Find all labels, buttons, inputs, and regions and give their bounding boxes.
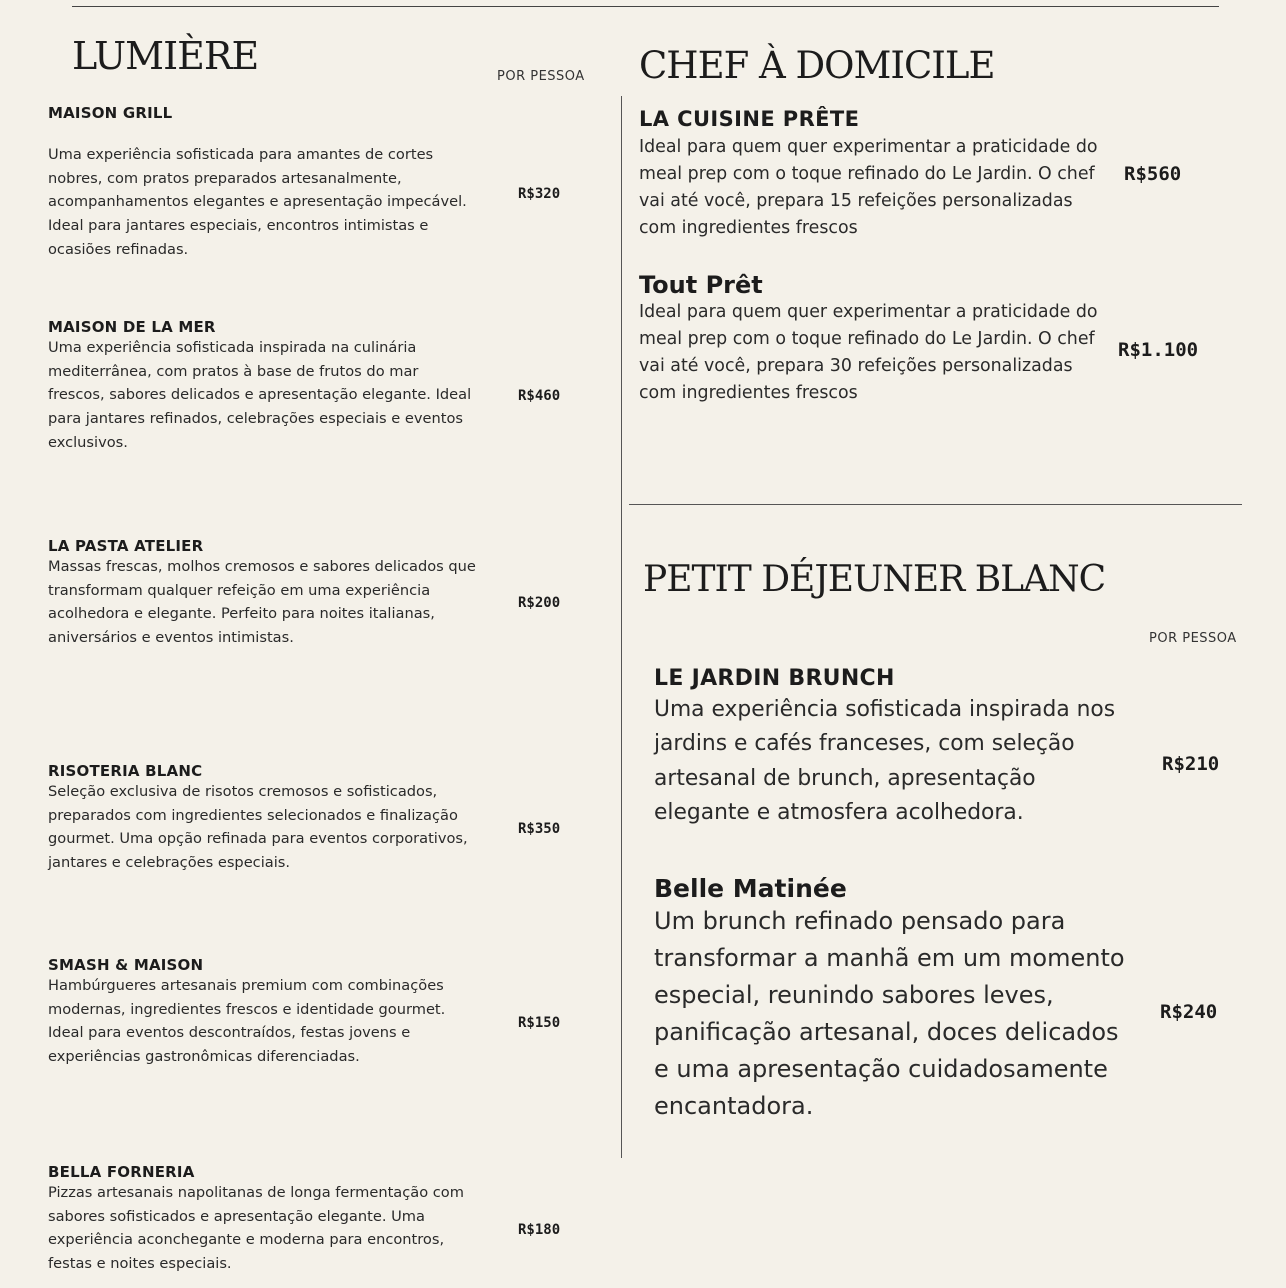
item-name: LE JARDIN BRUNCH bbox=[654, 666, 895, 691]
item-description: Uma experiência sofisticada inspirada na culinária mediterrânea, com pratos à base de frutos do mar frescos, sabores delicados e apresentação elegante. Ideal para jantares refinados, celebrações especiais e eventos exclusivos. bbox=[48, 339, 472, 451]
item-description: Ideal para quem quer experimentar a praticidade do meal prep com o toque refinado do Le Jardin. O chef vai até você, prepara 30 refeições personalizadas com ingredientes frescos bbox=[639, 302, 1098, 403]
menu-item-maison-grill bbox=[48, 104, 478, 262]
column-divider bbox=[621, 96, 622, 1158]
item-description: Uma experiência sofisticada inspirada nos jardins e cafés franceses, com seleção artesanal de brunch, apresentação elegante e atmosfera acolhedora. bbox=[654, 697, 1116, 825]
item-price: R$560 bbox=[1124, 163, 1182, 185]
item-name: MAISON GRILL bbox=[48, 104, 173, 122]
item-name: LA CUISINE PRÊTE bbox=[639, 107, 860, 131]
item-price: R$1.100 bbox=[1118, 339, 1199, 361]
chef-title: CHEF À DOMICILE bbox=[639, 44, 995, 87]
menu-item-maison-de-la-mer bbox=[48, 318, 478, 455]
item-price: R$210 bbox=[1162, 753, 1220, 775]
menu-item-belle-matinee bbox=[654, 874, 1134, 1125]
per-person-label: POR PESSOA bbox=[497, 69, 585, 84]
item-name: Tout Prêt bbox=[639, 271, 763, 299]
menu-item-la-cuisine-prete bbox=[639, 107, 1099, 242]
menu-item-la-pasta-atelier bbox=[48, 537, 478, 650]
item-price: R$320 bbox=[518, 186, 561, 202]
menu-item-le-jardin-brunch bbox=[654, 666, 1134, 830]
item-price: R$150 bbox=[518, 1015, 561, 1031]
item-description: Um brunch refinado pensado para transformar a manhã em um momento especial, reunindo sabores leves, panificação artesanal, doces delicados e uma apresentação cuidadosamente encantadora. bbox=[654, 907, 1125, 1120]
item-price: R$240 bbox=[1160, 1001, 1218, 1023]
item-price: R$350 bbox=[518, 821, 561, 837]
item-description: Hambúrgueres artesanais premium com combinações modernas, ingredientes frescos e identidade gourmet. Ideal para eventos descontraídos, festas jovens e experiências gastronômicas diferenciadas. bbox=[48, 977, 446, 1066]
item-name: BELLA FORNERIA bbox=[48, 1163, 195, 1181]
item-description: Uma experiência sofisticada para amantes de cortes nobres, com pratos preparados artesanalmente, acompanhamentos elegantes e apresentação impecável. Ideal para jantares especiais, encontros intimistas e ocasiões refinadas. bbox=[48, 146, 467, 258]
menu-item-bella-forneria bbox=[48, 1163, 478, 1276]
menu-item-tout-pret bbox=[639, 271, 1099, 407]
item-name: LA PASTA ATELIER bbox=[48, 537, 204, 555]
item-description: Seleção exclusiva de risotos cremosos e sofisticados, preparados com ingredientes selecionados e finalização gourmet. Uma opção refinada para eventos corporativos, jantares e celebrações especiais. bbox=[48, 783, 468, 872]
per-person-label: POR PESSOA bbox=[1149, 631, 1237, 646]
lumiere-title: LUMIÈRE bbox=[72, 34, 259, 78]
item-description: Pizzas artesanais napolitanas de longa fermentação com sabores sofisticados e apresentação elegante. Uma experiência aconchegante e moderna para encontros, festas e noites especiais. bbox=[48, 1184, 464, 1273]
item-price: R$180 bbox=[518, 1222, 561, 1238]
item-name: MAISON DE LA MER bbox=[48, 318, 216, 336]
item-name: Belle Matinée bbox=[654, 874, 847, 903]
section-divider bbox=[629, 504, 1242, 505]
item-price: R$200 bbox=[518, 595, 561, 611]
menu-item-risoteria-blanc bbox=[48, 762, 478, 875]
item-price: R$460 bbox=[518, 388, 561, 404]
top-divider bbox=[72, 6, 1219, 7]
item-description: Ideal para quem quer experimentar a praticidade do meal prep com o toque refinado do Le Jardin. O chef vai até você, prepara 15 refeições personalizadas com ingredientes frescos bbox=[639, 137, 1098, 238]
item-name: RISOTERIA BLANC bbox=[48, 762, 203, 780]
menu-item-smash-maison bbox=[48, 956, 478, 1069]
item-description: Massas frescas, molhos cremosos e sabores delicados que transformam qualquer refeição em uma experiência acolhedora e elegante. Perfeito para noites italianas, aniversários e eventos intimistas. bbox=[48, 558, 476, 647]
item-name: SMASH & MAISON bbox=[48, 956, 204, 974]
brunch-title: PETIT DÉJEUNER BLANC bbox=[643, 559, 1106, 600]
